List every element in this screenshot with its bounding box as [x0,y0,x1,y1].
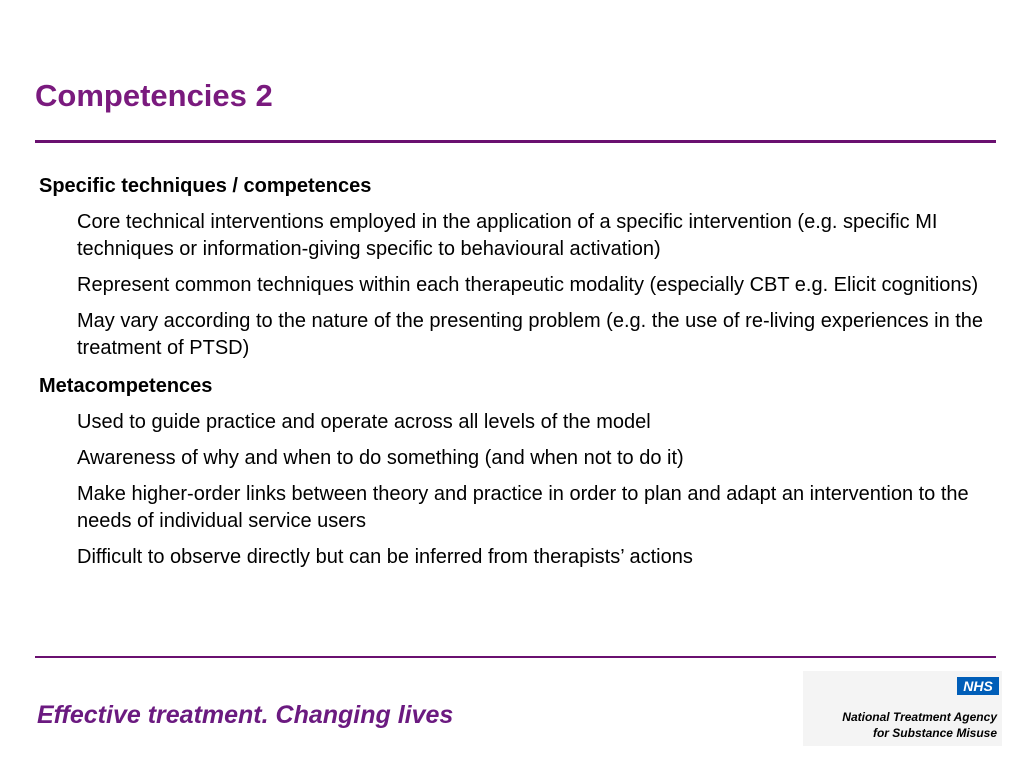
slide-body [39,173,984,582]
bullet-item: Make higher-order links between theory and practice in order to plan and adapt an intervention to the needs of individual service users [77,483,969,532]
bullet-item: Represent common techniques within each therapeutic modality (especially CBT e.g. Elicit cognitions) [77,274,979,296]
title-divider [35,140,996,143]
footer-slogan: Effective treatment. Changing lives [37,701,454,729]
nta-logo [803,671,1002,746]
section-metacompetences [39,373,984,571]
section-heading: Specific techniques / competences [39,175,372,197]
bullet-item: Core technical interventions employed in the application of a specific intervention (e.g. specific MI techniques or information-giving specific to behavioural activation) [77,211,938,260]
section-heading: Metacompetences [39,375,213,397]
org-name [842,709,997,741]
bullet-item: Used to guide practice and operate across all levels of the model [77,411,651,433]
section-specific-techniques [39,173,984,362]
bullet-item: Awareness of why and when to do something (and when not to do it) [77,447,684,469]
nhs-logo-badge: NHS [957,677,999,695]
bullet-item: May vary according to the nature of the presenting problem (e.g. the use of re-living experiences in the treatment of PTSD) [77,310,984,359]
slide-title: Competencies 2 [35,78,273,113]
bullet-item: Difficult to observe directly but can be inferred from therapists’ actions [77,546,693,568]
org-name-line1: National Treatment Agency [842,710,997,724]
footer-divider [35,656,996,658]
org-name-line2: for Substance Misuse [872,726,997,740]
